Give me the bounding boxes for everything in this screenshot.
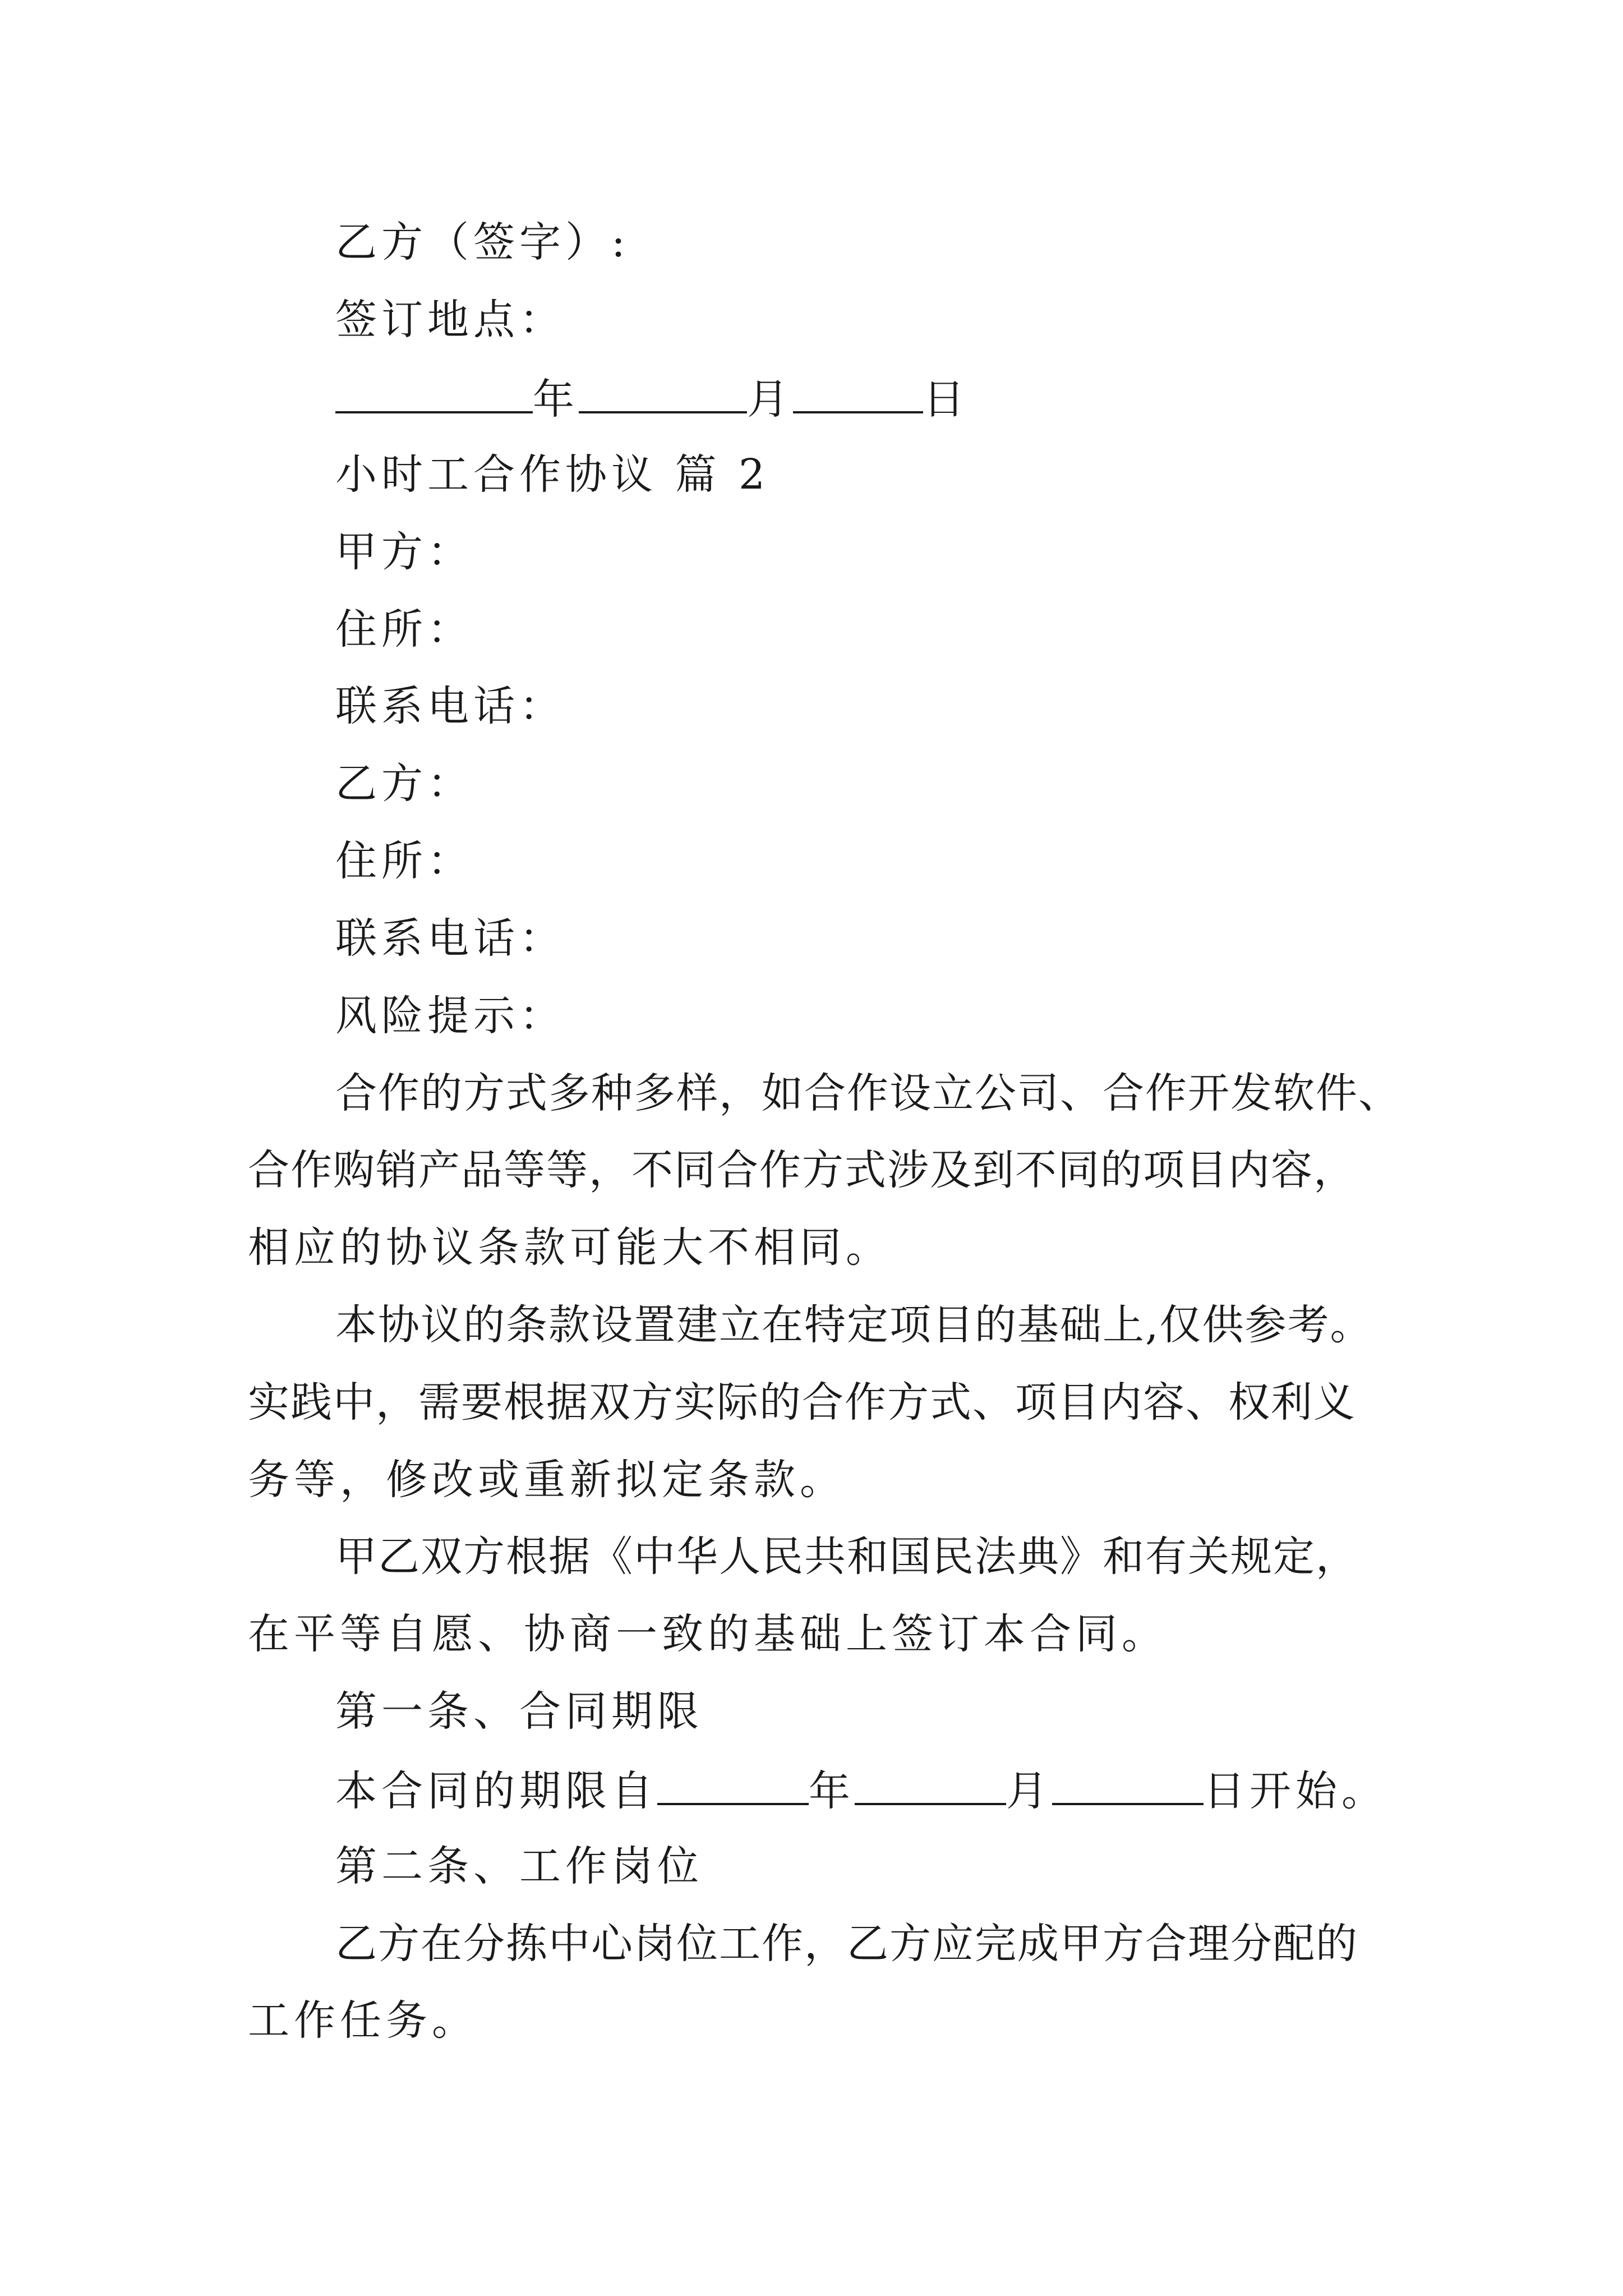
risk-heading: 风险提示： xyxy=(335,992,565,1040)
party-b-line: 乙方： xyxy=(335,760,473,808)
party-b-signature-line: 乙方（签字）: xyxy=(335,218,630,266)
article-1-day-blank xyxy=(1052,1768,1204,1805)
day-label: 日 xyxy=(923,375,969,424)
article-1-year-blank xyxy=(657,1768,809,1805)
risk-paragraph-1-line-2: 合作购销产品等等，不同合作方式涉及到不同的项目内容， xyxy=(248,1146,1356,1194)
day-blank xyxy=(793,376,923,413)
article-1-text xyxy=(335,1767,1387,1815)
article-1-year-label: 年 xyxy=(809,1767,855,1815)
risk-paragraph-2-line-2: 实践中，需要根据双方实际的合作方式、项目内容、权利义 xyxy=(248,1378,1356,1427)
month-label: 月 xyxy=(747,375,793,424)
article-1-month-label: 月 xyxy=(1006,1767,1052,1815)
article-2-line-1: 乙方在分拣中心岗位工作，乙方应完成甲方合理分配的 xyxy=(335,1920,1358,1968)
section-title: 小时工合作协议 篇 2 xyxy=(335,450,770,499)
party-a-line: 甲方： xyxy=(335,528,473,576)
article-1-title: 第一条、合同期限 xyxy=(335,1687,703,1736)
article-1-month-blank xyxy=(855,1768,1006,1805)
risk-paragraph-2-line-1: 本协议的条款设置建立在特定项目的基础上,仅供参考。 xyxy=(335,1301,1373,1349)
party-b-phone-line: 联系电话： xyxy=(335,914,565,963)
date-line xyxy=(335,375,969,424)
article-2-title: 第二条、工作岗位 xyxy=(335,1842,703,1890)
party-a-phone-line: 联系电话： xyxy=(335,682,565,730)
intro-paragraph-line-1: 甲乙双方根据《中华人民共和国民法典》和有关规定， xyxy=(335,1533,1358,1581)
month-blank xyxy=(579,376,747,413)
article-1-text-end: 日开始。 xyxy=(1204,1767,1387,1815)
article-2-line-2: 工作任务。 xyxy=(248,1996,478,2045)
risk-paragraph-1-line-1: 合作的方式多种多样，如合作设立公司、合作开发软件、 xyxy=(335,1069,1401,1117)
signing-place-line: 签订地点： xyxy=(335,296,565,344)
intro-paragraph-line-2: 在平等自愿、协商一致的基础上签订本合同。 xyxy=(248,1610,1168,1658)
party-b-address-line: 住所： xyxy=(335,837,473,885)
risk-paragraph-1-line-3: 相应的协议条款可能大不相同。 xyxy=(248,1223,892,1272)
year-blank xyxy=(335,376,533,413)
risk-paragraph-2-line-3: 务等，修改或重新拟定条款。 xyxy=(248,1456,846,1504)
year-label: 年 xyxy=(533,375,579,424)
article-1-text-start: 本合同的期限自 xyxy=(335,1767,657,1815)
party-a-address-line: 住所： xyxy=(335,605,473,654)
